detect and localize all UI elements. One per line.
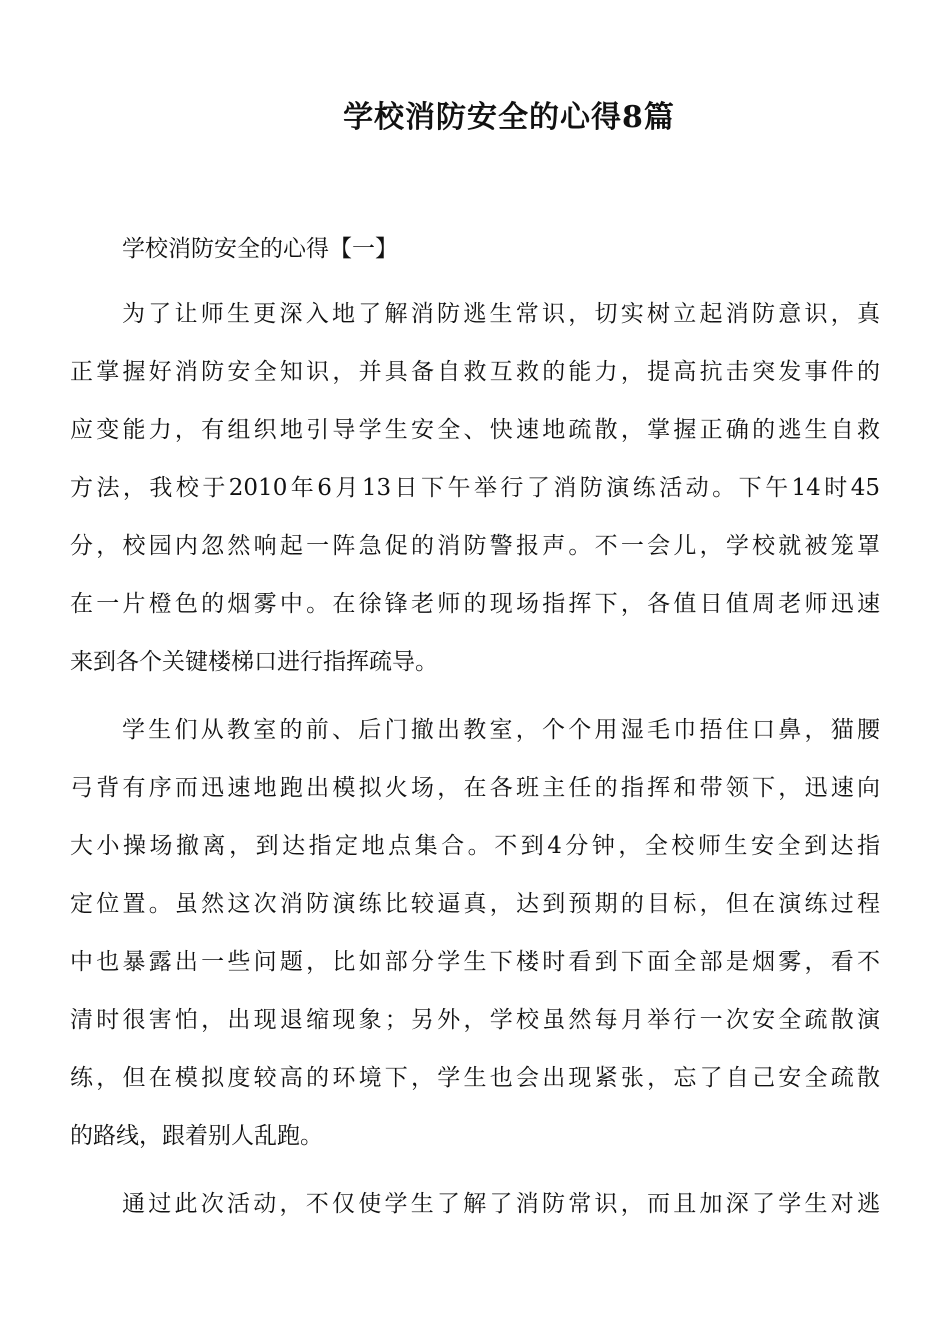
text-line: 弓背有序而迅速地跑出模拟火场，在各班主任的指挥和带领下，迅速向 (70, 775, 880, 801)
paragraph-2 (70, 701, 880, 1165)
text-line: 来到各个关键楼梯口进行指挥疏导。 (70, 649, 438, 675)
text-line: 为了让师生更深入地了解消防逃生常识，切实树立起消防意识，真 (122, 301, 880, 327)
text-line: 方法，我校于2010年6月13日下午举行了消防演练活动。下午14时45 (70, 475, 880, 501)
text-line: 定位置。虽然这次消防演练比较逼真，达到预期的目标，但在演练过程 (70, 891, 880, 917)
text-line: 应变能力，有组织地引导学生安全、快速地疏散，掌握正确的逃生自救 (70, 417, 880, 443)
text-line: 正掌握好消防安全知识，并具备自救互救的能力，提高抗击突发事件的 (70, 359, 880, 385)
text-line: 清时很害怕，出现退缩现象；另外，学校虽然每月举行一次安全疏散演 (70, 1007, 880, 1033)
text-line: 在一片橙色的烟雾中。在徐锋老师的现场指挥下，各值日值周老师迅速 (70, 591, 880, 617)
text-line: 大小操场撤离，到达指定地点集合。不到4分钟，全校师生安全到达指 (70, 833, 880, 859)
document-body (70, 226, 880, 1243)
text-line: 练，但在模拟度较高的环境下，学生也会出现紧张，忘了自己安全疏散 (70, 1065, 880, 1091)
section-heading: 学校消防安全的心得【一】 (122, 236, 398, 262)
document-title: 学校消防安全的心得8篇 (343, 100, 675, 135)
text-line: 学生们从教室的前、后门撤出教室，个个用湿毛巾捂住口鼻，猫腰 (122, 717, 880, 743)
text-line: 分，校园内忽然响起一阵急促的消防警报声。不一会儿，学校就被笼罩 (70, 533, 880, 559)
text-line: 中也暴露出一些问题，比如部分学生下楼时看到下面全部是烟雾，看不 (70, 949, 880, 975)
text-line: 通过此次活动，不仅使学生了解了消防常识，而且加深了学生对逃 (122, 1191, 880, 1217)
text-line: 的路线，跟着别人乱跑。 (70, 1123, 323, 1149)
paragraph-3 (70, 1175, 880, 1233)
paragraph-1 (70, 285, 880, 691)
